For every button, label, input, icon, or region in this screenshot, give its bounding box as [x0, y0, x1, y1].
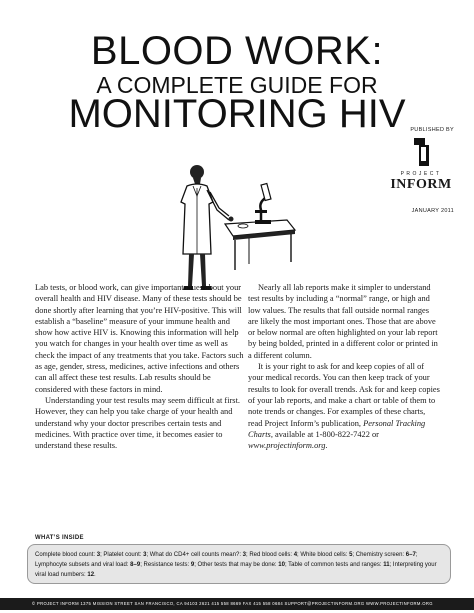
logo-inform-text: INFORM: [390, 177, 452, 192]
footer-contact-bar: © PROJECT INFORM 1375 MISSION STREET SAN FRANCISCO, CA 94103 2621 415 558 8669 FAX 415 558 0684 SUPPORT@PROJECTINFORM.ORG WWW.PROJECTINFORM.ORG: [0, 598, 474, 610]
personal-tracking-charts-title: Personal Tracking Charts: [248, 418, 426, 439]
toc-item-page: 8–9: [130, 562, 141, 568]
toc-item-page: 10: [278, 562, 285, 568]
paragraph-4-text-a: It is your right to ask for and keep copies of all of your medical records. You can then keep track of your results to look for overall trends. Ask for and keep copies of your lab reports, and make a chart or table of them to note trends or changes. For examples of these charts, read Project Inform’s publication,: [248, 362, 440, 428]
published-by-label: PUBLISHED BY: [410, 127, 454, 133]
toc-item-page: 3: [143, 552, 147, 558]
body-paragraph-2: Understanding your test results may seem difficult at first. However, they can help you take charge of your health and understand why your doctor prescribes certain tests and medicines. With practice over time, it becomes easier to understand these results.: [35, 395, 240, 451]
toc-item-label: ; Chemistry screen:: [352, 552, 406, 558]
logo-project-text: PROJECT: [400, 171, 442, 177]
whats-inside-label: WHAT’S INSIDE: [35, 535, 84, 541]
toc-item-page: 4: [293, 552, 298, 558]
toc-item-page: 12: [87, 572, 95, 578]
toc-item-page: 3: [242, 552, 246, 558]
right-column: [248, 282, 441, 451]
toc-item-label: ; White blood cells:: [297, 552, 350, 558]
whats-inside-box: [27, 544, 451, 584]
title-line-1: BLOOD WORK:: [90, 29, 384, 73]
toc-item-label: ; Resistance tests:: [140, 562, 191, 568]
toc-item-label: ; Lymphocyte subsets and viral load:: [35, 552, 418, 568]
toc-item-label: ; Red blood cells:: [246, 552, 294, 558]
left-column: [35, 282, 245, 451]
toc-item-label: ; Table of common tests and ranges:: [284, 562, 384, 568]
title-line-3: MONITORING HIV: [68, 92, 406, 136]
body-paragraph-1: Lab tests, or blood work, can give important clues about your overall health and HIV disease. Many of these tests should be done shortly after learning that you’re HIV-positive. This will establish a “baseline” measure of your immune health and show how active HIV is. Knowing this information will help you watch for changes in your health over time as well as check the impact of any treatments that you take. Factors such as age, gender, stress, medicines, active infections and others can all affect these test results. Lab results should be considered with these factors in mind.: [35, 283, 244, 394]
title-line-2: A COMPLETE GUIDE FOR: [96, 72, 378, 98]
toc-item-label: Complete blood count:: [35, 552, 97, 558]
paragraph-4-text-c: .: [325, 441, 328, 451]
website-link[interactable]: www.projectinform.org: [248, 441, 326, 451]
body-paragraph-4: [248, 361, 441, 451]
doctor-with-microscope-illustration: [155, 158, 300, 298]
toc-item-page: 9: [190, 562, 195, 568]
toc-item-label: ; Interpreting your viral load numbers:: [35, 562, 437, 578]
paragraph-4-text-b: , available at 1-800-822-7422 or: [270, 429, 379, 439]
toc-end: .: [94, 572, 96, 578]
toc-item-page: 6–7: [405, 552, 416, 558]
toc-item-page: 11: [383, 562, 390, 568]
publication-date: JANUARY 2011: [411, 208, 454, 214]
toc-item-page: 5: [349, 552, 353, 558]
toc-item-label: ; Other tests that may be done:: [194, 562, 279, 568]
body-paragraph-3: Nearly all lab reports make it simpler to understand test results by including a “normal” range, or high and low values. The results that fall outside normal ranges are likely the most important ones. Those that are above or below normal are often highlighted on your lab report by being bolded, printed in a different color or printed in a different column.: [248, 283, 438, 360]
toc-item-label: ; What do CD4+ cell counts mean?:: [146, 552, 243, 558]
toc-item-label: ; Platelet count:: [100, 552, 144, 558]
toc-item-page: 3: [96, 552, 101, 558]
